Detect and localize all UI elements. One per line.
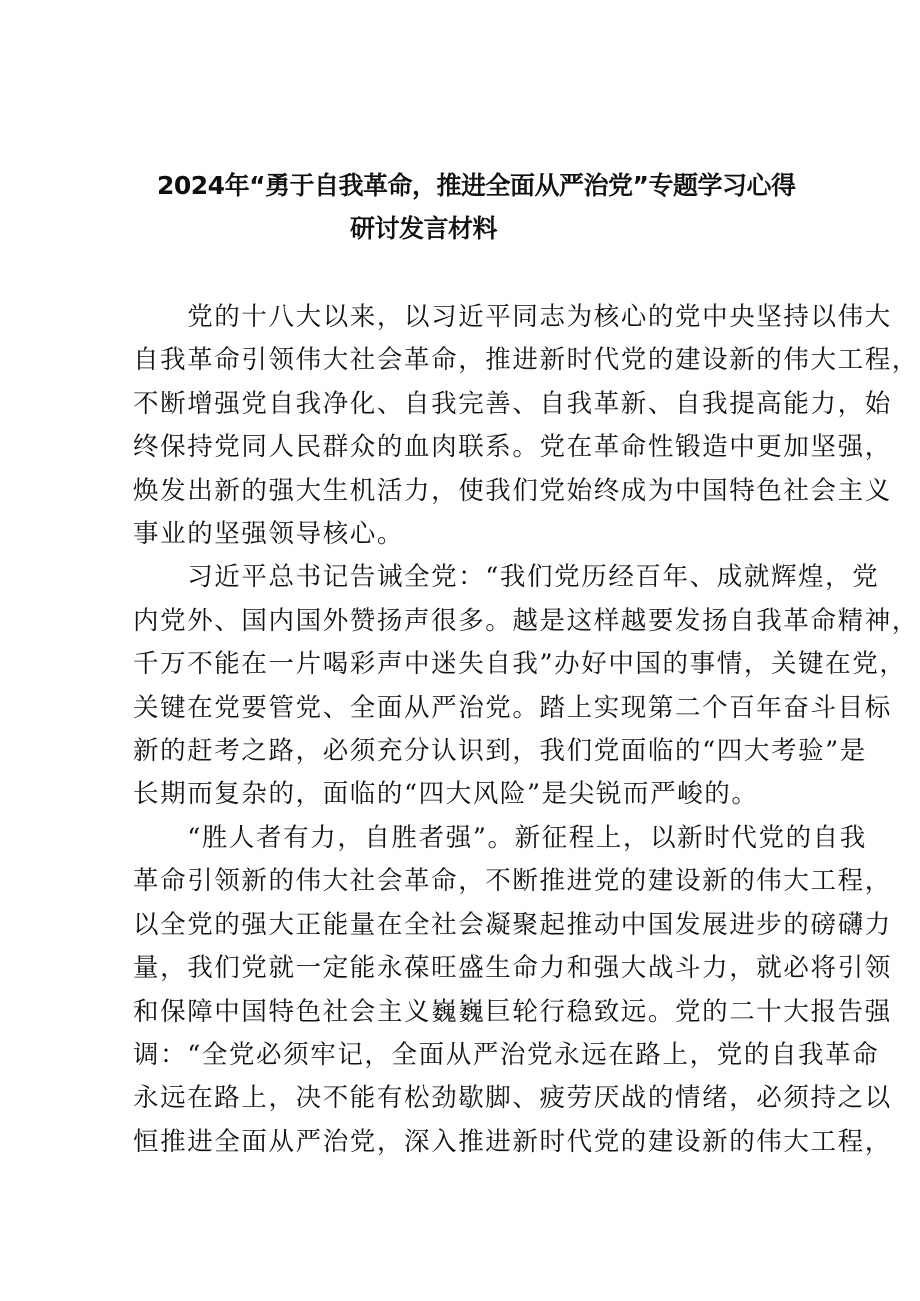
body-line: 焕发出新的强大生机活力，使我们党始终成为中国特色社会主义 bbox=[133, 475, 892, 506]
title-line-1: 2024年“勇于自我革命，推进全面从严治党”专题学习心得 bbox=[157, 171, 796, 200]
body-line: 千万不能在一片喝彩声中迷失自我”办好中国的事情，关键在党， bbox=[133, 649, 907, 680]
body-line: 以全党的强大正能量在全社会凝聚起推动中国发展进步的磅礴力 bbox=[133, 909, 892, 940]
body-line: 党的十八大以来，以习近平同志为核心的党中央坚持以伟大 bbox=[133, 302, 892, 332]
document-title bbox=[135, 168, 795, 247]
body-line: “胜人者有力，自胜者强”。新征程上，以新时代党的自我 bbox=[133, 822, 867, 853]
body-line: 永远在路上，决不能有松劲歇脚、疲劳厌战的情绪，必须持之以 bbox=[133, 1083, 892, 1114]
body-line: 量，我们党就一定能永葆旺盛生命力和强大战斗力，就必将引领 bbox=[133, 953, 892, 984]
body-line: 革命引领新的伟大社会革命，不断推进党的建设新的伟大工程， bbox=[133, 866, 892, 897]
document-body bbox=[133, 296, 919, 1164]
title-line-2: 研讨发言材料 bbox=[350, 214, 498, 243]
body-line: 习近平总书记告诫全党：“我们党历经百年、成就辉煌，党 bbox=[133, 562, 880, 593]
body-line: 恒推进全面从严治党，深入推进新时代党的建设新的伟大工程， bbox=[133, 1126, 892, 1157]
body-line: 不断增强党自我净化、自我完善、自我革新、自我提高能力，始 bbox=[133, 388, 892, 419]
body-line: 事业的坚强领导核心。 bbox=[133, 519, 405, 550]
body-line: 和保障中国特色社会主义巍巍巨轮行稳致远。党的二十大报告强 bbox=[133, 996, 892, 1027]
body-line: 调：“全党必须牢记，全面从严治党永远在路上，党的自我革命 bbox=[133, 1039, 880, 1070]
body-line: 内党外、国内国外赞扬声很多。越是这样越要发扬自我革命精神， bbox=[133, 605, 919, 636]
body-line: 终保持党同人民群众的血肉联系。党在革命性锻造中更加坚强， bbox=[133, 432, 892, 463]
body-line: 关键在党要管党、全面从严治党。踏上实现第二个百年奋斗目标 bbox=[133, 692, 892, 723]
body-line: 新的赶考之路，必须充分认识到，我们党面临的“四大考验”是 bbox=[133, 736, 867, 767]
body-line: 自我革命引领伟大社会革命，推进新时代党的建设新的伟大工程， bbox=[133, 345, 919, 376]
body-line: 长期而复杂的，面临的“四大风险”是尖锐而严峻的。 bbox=[133, 779, 759, 810]
